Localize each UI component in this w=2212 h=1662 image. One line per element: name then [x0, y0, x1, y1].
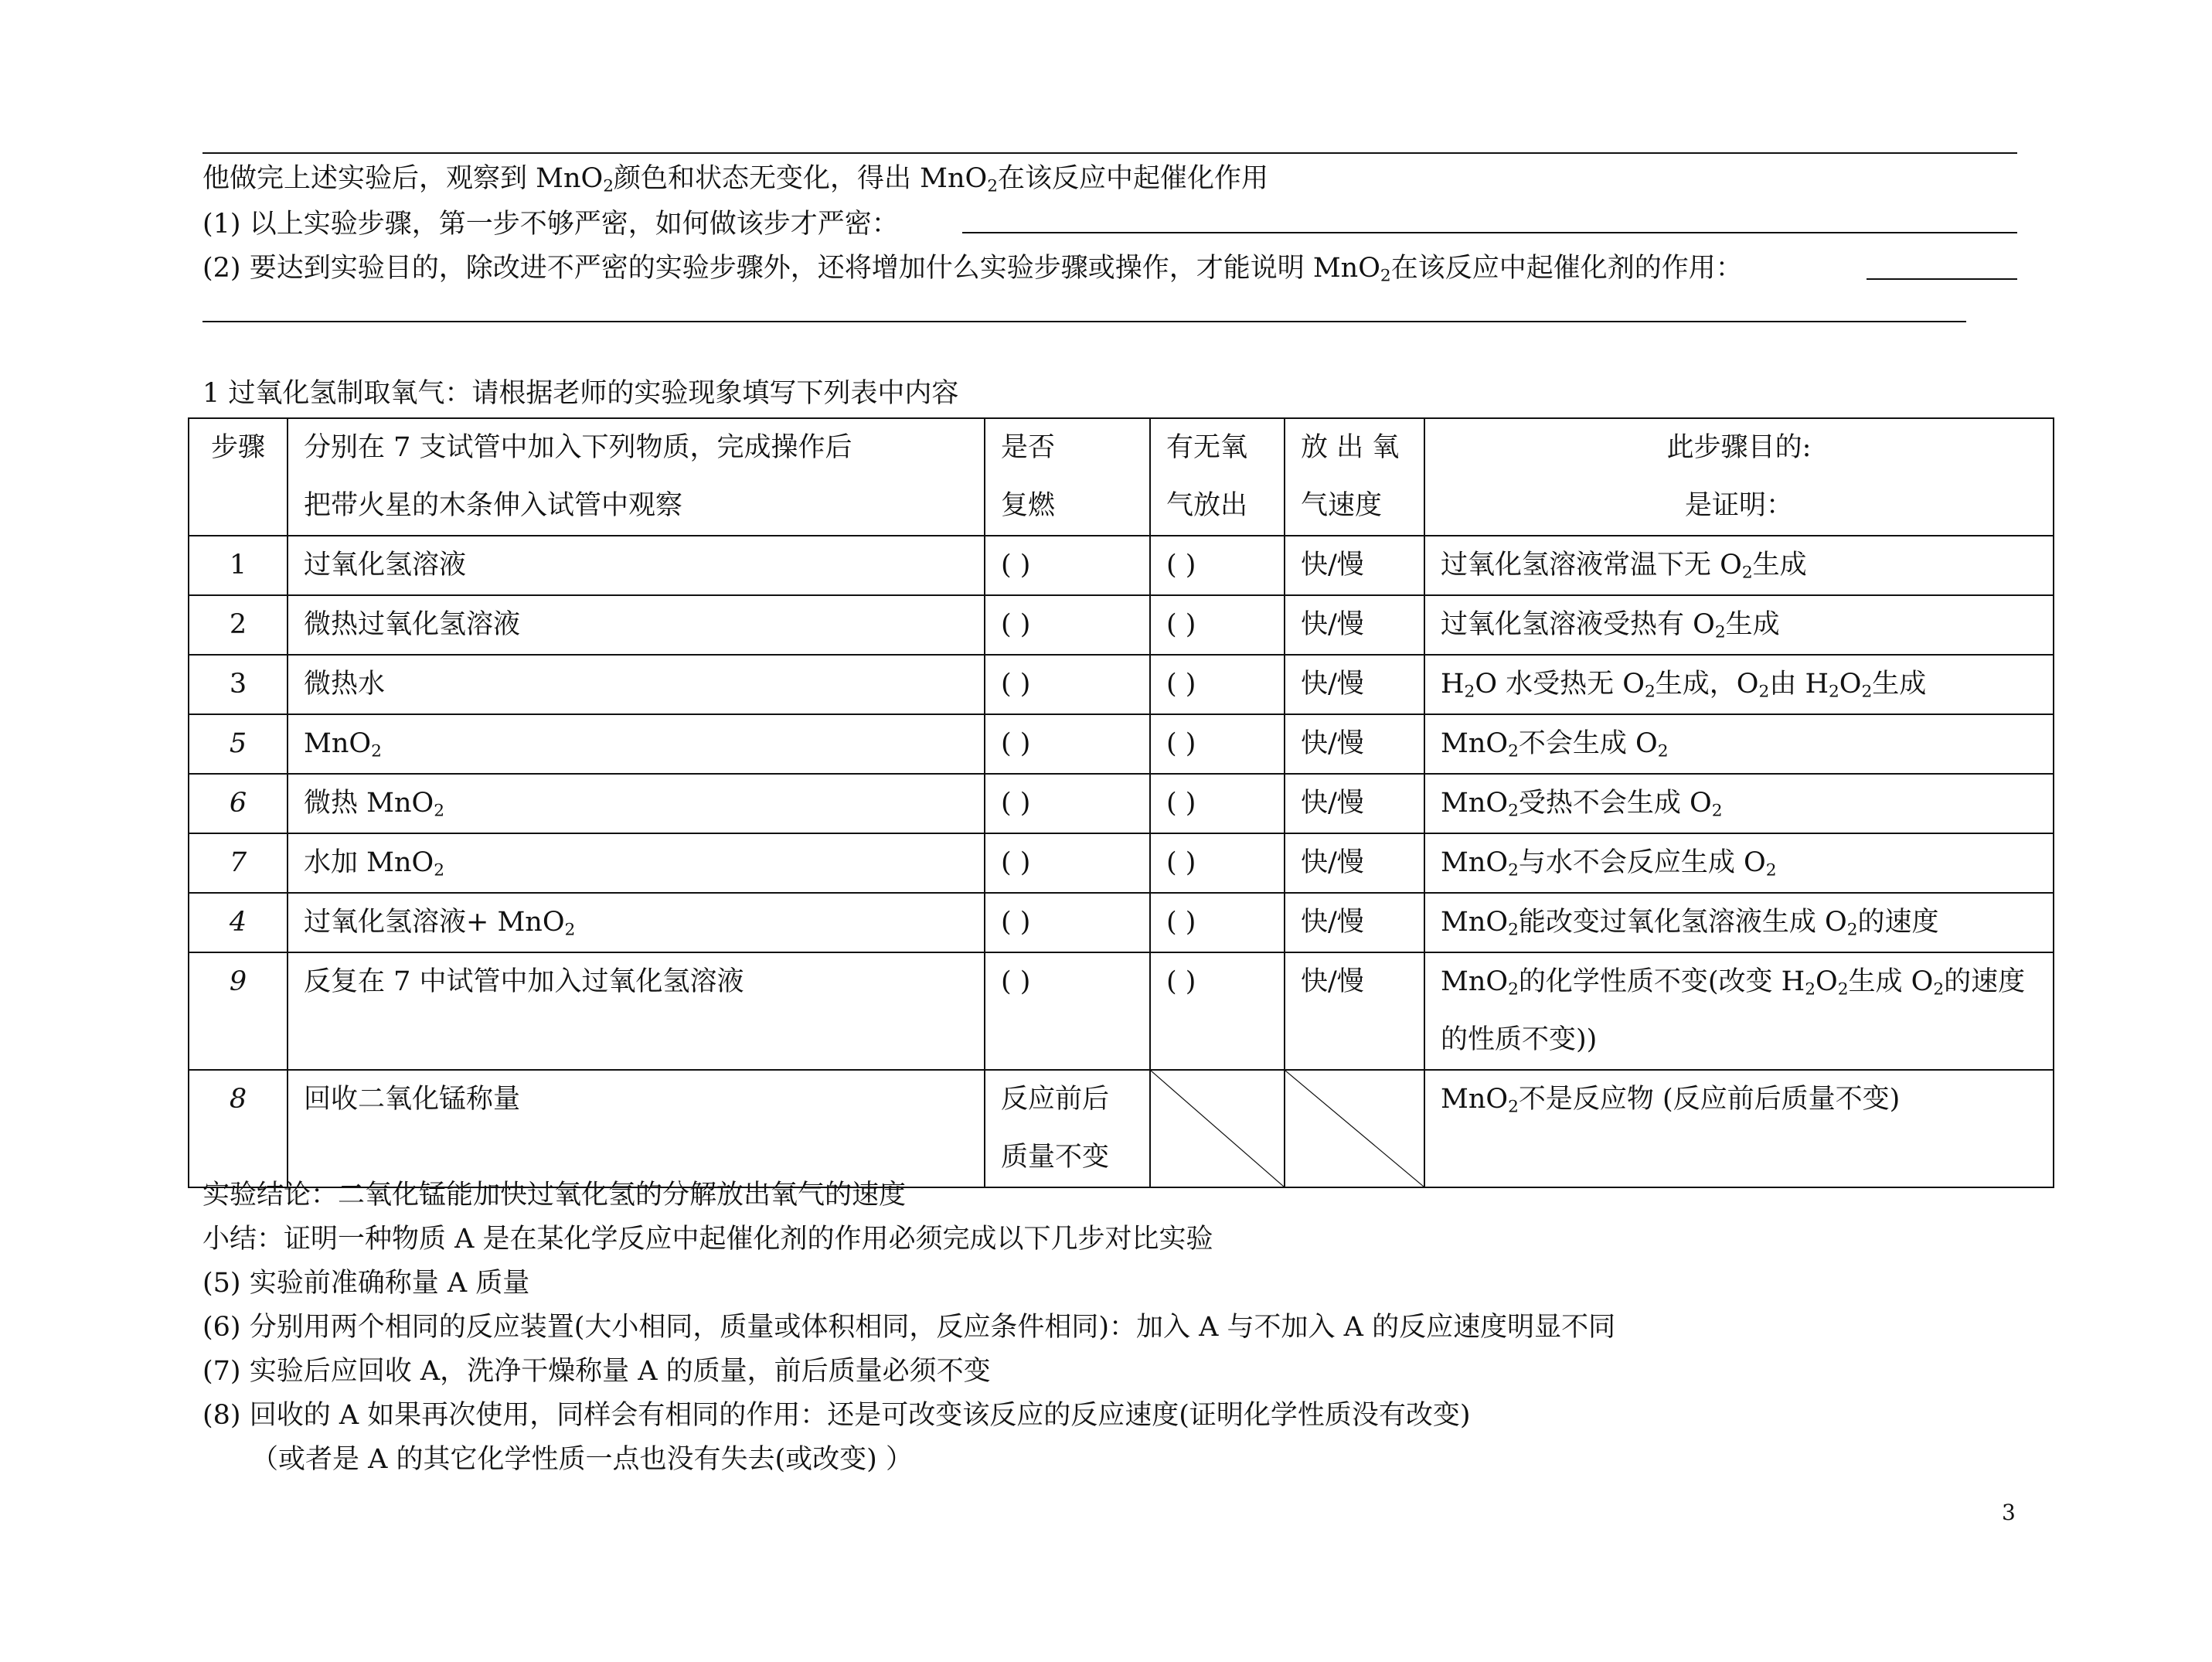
answer-line-2b[interactable] [202, 321, 1966, 322]
step-number: 3 [189, 655, 288, 714]
diagonal-slash [1285, 1071, 1424, 1187]
oxygen-blank[interactable]: ( ) [1150, 774, 1285, 833]
step-number: 2 [189, 595, 288, 655]
table-header-row [189, 418, 2054, 536]
step-purpose: 过氧化氢溶液常温下无 $O_2$生成 [1424, 536, 2054, 595]
oxygen-blank[interactable]: ( ) [1150, 833, 1285, 893]
rekindle-blank[interactable]: ( ) [985, 952, 1150, 1070]
oxygen-blank[interactable]: ( ) [1150, 952, 1285, 1070]
question-1: (1) 以上实验步骤，第一步不够严密，如何做该步才严密： [202, 209, 899, 240]
step-purpose: MnO$_2$与水不会反应生成 $O_2$ [1424, 833, 2054, 893]
step-description: 过氧化氢溶液 [288, 536, 985, 595]
step-description: 微热 MnO$_2$ [288, 774, 985, 833]
step-number: 9 [189, 952, 288, 1070]
step-purpose: 过氧化氢溶液受热有 $O_2$生成 [1424, 595, 2054, 655]
speed-choice[interactable]: 快/慢 [1285, 893, 1424, 952]
oxygen-blank[interactable]: ( ) [1150, 536, 1285, 595]
header-speed: 放 出 氧 气速度 [1285, 418, 1424, 536]
speed-choice[interactable]: 快/慢 [1285, 536, 1424, 595]
oxygen-blank[interactable]: ( ) [1150, 595, 1285, 655]
step-purpose: MnO$_2$的化学性质不变(改变 $H_2O_2$生成 $O_2$的速度 的性质不变)) [1424, 952, 2054, 1070]
rekindle-blank[interactable]: ( ) [985, 655, 1150, 714]
crossed-out-cell [1285, 1070, 1424, 1187]
answer-line-1[interactable] [962, 232, 2017, 233]
experiment-table [188, 417, 2054, 1188]
table-row [189, 774, 2054, 833]
question-2: (2) 要达到实验目的，除改进不严密的实验步骤外，还将增加什么实验步骤或操作，才能说明 MnO$_2$在该反应中起催化剂的作用： [202, 253, 1743, 286]
rekindle-blank[interactable]: ( ) [985, 714, 1150, 774]
step-purpose: MnO$_2$不是反应物 (反应前后质量不变) [1424, 1070, 2054, 1187]
header-rekindle: 是否 复燃 [985, 418, 1150, 536]
rekindle-result: 反应前后 质量不变 [985, 1070, 1150, 1187]
step-description: 反复在 7 中试管中加入过氧化氢溶液 [288, 952, 985, 1070]
diagonal-slash [1151, 1071, 1284, 1187]
table-row [189, 1070, 2054, 1187]
summary-item: (6) 分别用两个相同的反应装置(大小相同，质量或体积相同，反应条件相同)：加入 A 与不加入 A 的反应速度明显不同 [202, 1312, 1616, 1343]
step-number: 6 [189, 774, 288, 833]
table-row [189, 893, 2054, 952]
step-number: 8 [189, 1070, 288, 1187]
step-number: 5 [189, 714, 288, 774]
rekindle-blank[interactable]: ( ) [985, 595, 1150, 655]
step-purpose: $H_2O$ 水受热无 $O_2$生成，$O_2$由 $H_2O_2$生成 [1424, 655, 2054, 714]
table-row [189, 595, 2054, 655]
speed-choice[interactable]: 快/慢 [1285, 774, 1424, 833]
section-title: 1 过氧化氢制取氧气：请根据老师的实验现象填写下列表中内容 [202, 378, 959, 409]
oxygen-blank[interactable]: ( ) [1150, 655, 1285, 714]
oxygen-blank[interactable]: ( ) [1150, 714, 1285, 774]
step-purpose: MnO$_2$受热不会生成 $O_2$ [1424, 774, 2054, 833]
speed-choice[interactable]: 快/慢 [1285, 595, 1424, 655]
crossed-out-cell [1150, 1070, 1285, 1187]
intro-observation: 他做完上述实验后，观察到 MnO$_2$颜色和状态无变化，得出 MnO$_2$在该反应中起催化作用 [202, 163, 1269, 196]
rekindle-blank[interactable]: ( ) [985, 833, 1150, 893]
summary-item: （或者是 A 的其它化学性质一点也没有失去(或改变) ） [251, 1444, 913, 1475]
summary-item: (7) 实验后应回收 A，洗净干燥称量 A 的质量，前后质量必须不变 [202, 1356, 991, 1387]
table-row [189, 536, 2054, 595]
step-number: 1 [189, 536, 288, 595]
step-description: 回收二氧化锰称量 [288, 1070, 985, 1187]
oxygen-blank[interactable]: ( ) [1150, 893, 1285, 952]
summary-title: 小结：证明一种物质 A 是在某化学反应中起催化剂的作用必须完成以下几步对比实验 [202, 1224, 1213, 1255]
header-oxygen: 有无氧 气放出 [1150, 418, 1285, 536]
summary-item: (5) 实验前准确称量 A 质量 [202, 1268, 530, 1299]
step-number: 4 [189, 893, 288, 952]
step-purpose: MnO$_2$不会生成 $O_2$ [1424, 714, 2054, 774]
step-description: 水加 MnO$_2$ [288, 833, 985, 893]
speed-choice[interactable]: 快/慢 [1285, 655, 1424, 714]
header-step: 步骤 [189, 418, 288, 536]
step-description: MnO$_2$ [288, 714, 985, 774]
step-description: 微热过氧化氢溶液 [288, 595, 985, 655]
speed-choice[interactable]: 快/慢 [1285, 833, 1424, 893]
table-row [189, 655, 2054, 714]
experiment-conclusion: 实验结论：二氧化锰能加快过氧化氢的分解放出氧气的速度 [202, 1180, 907, 1211]
step-description: 过氧化氢溶液+ MnO$_2$ [288, 893, 985, 952]
table-row [189, 833, 2054, 893]
answer-line-2a[interactable] [1867, 278, 2017, 280]
header-purpose: 此步骤目的: 是证明： [1424, 418, 2054, 536]
header-description: 分别在 7 支试管中加入下列物质，完成操作后 把带火星的木条伸入试管中观察 [288, 418, 985, 536]
speed-choice[interactable]: 快/慢 [1285, 952, 1424, 1070]
top-rule [202, 152, 2017, 154]
step-number: 7 [189, 833, 288, 893]
rekindle-blank[interactable]: ( ) [985, 774, 1150, 833]
table-row [189, 952, 2054, 1070]
rekindle-blank[interactable]: ( ) [985, 536, 1150, 595]
page-number: 3 [2002, 1500, 2016, 1525]
table-row [189, 714, 2054, 774]
speed-choice[interactable]: 快/慢 [1285, 714, 1424, 774]
summary-item: (8) 回收的 A 如果再次使用，同样会有相同的作用：还是可改变该反应的反应速度(证明化学性质没有改变) [202, 1400, 1471, 1431]
step-purpose: MnO$_2$能改变过氧化氢溶液生成 $O_2$的速度 [1424, 893, 2054, 952]
step-description: 微热水 [288, 655, 985, 714]
rekindle-blank[interactable]: ( ) [985, 893, 1150, 952]
